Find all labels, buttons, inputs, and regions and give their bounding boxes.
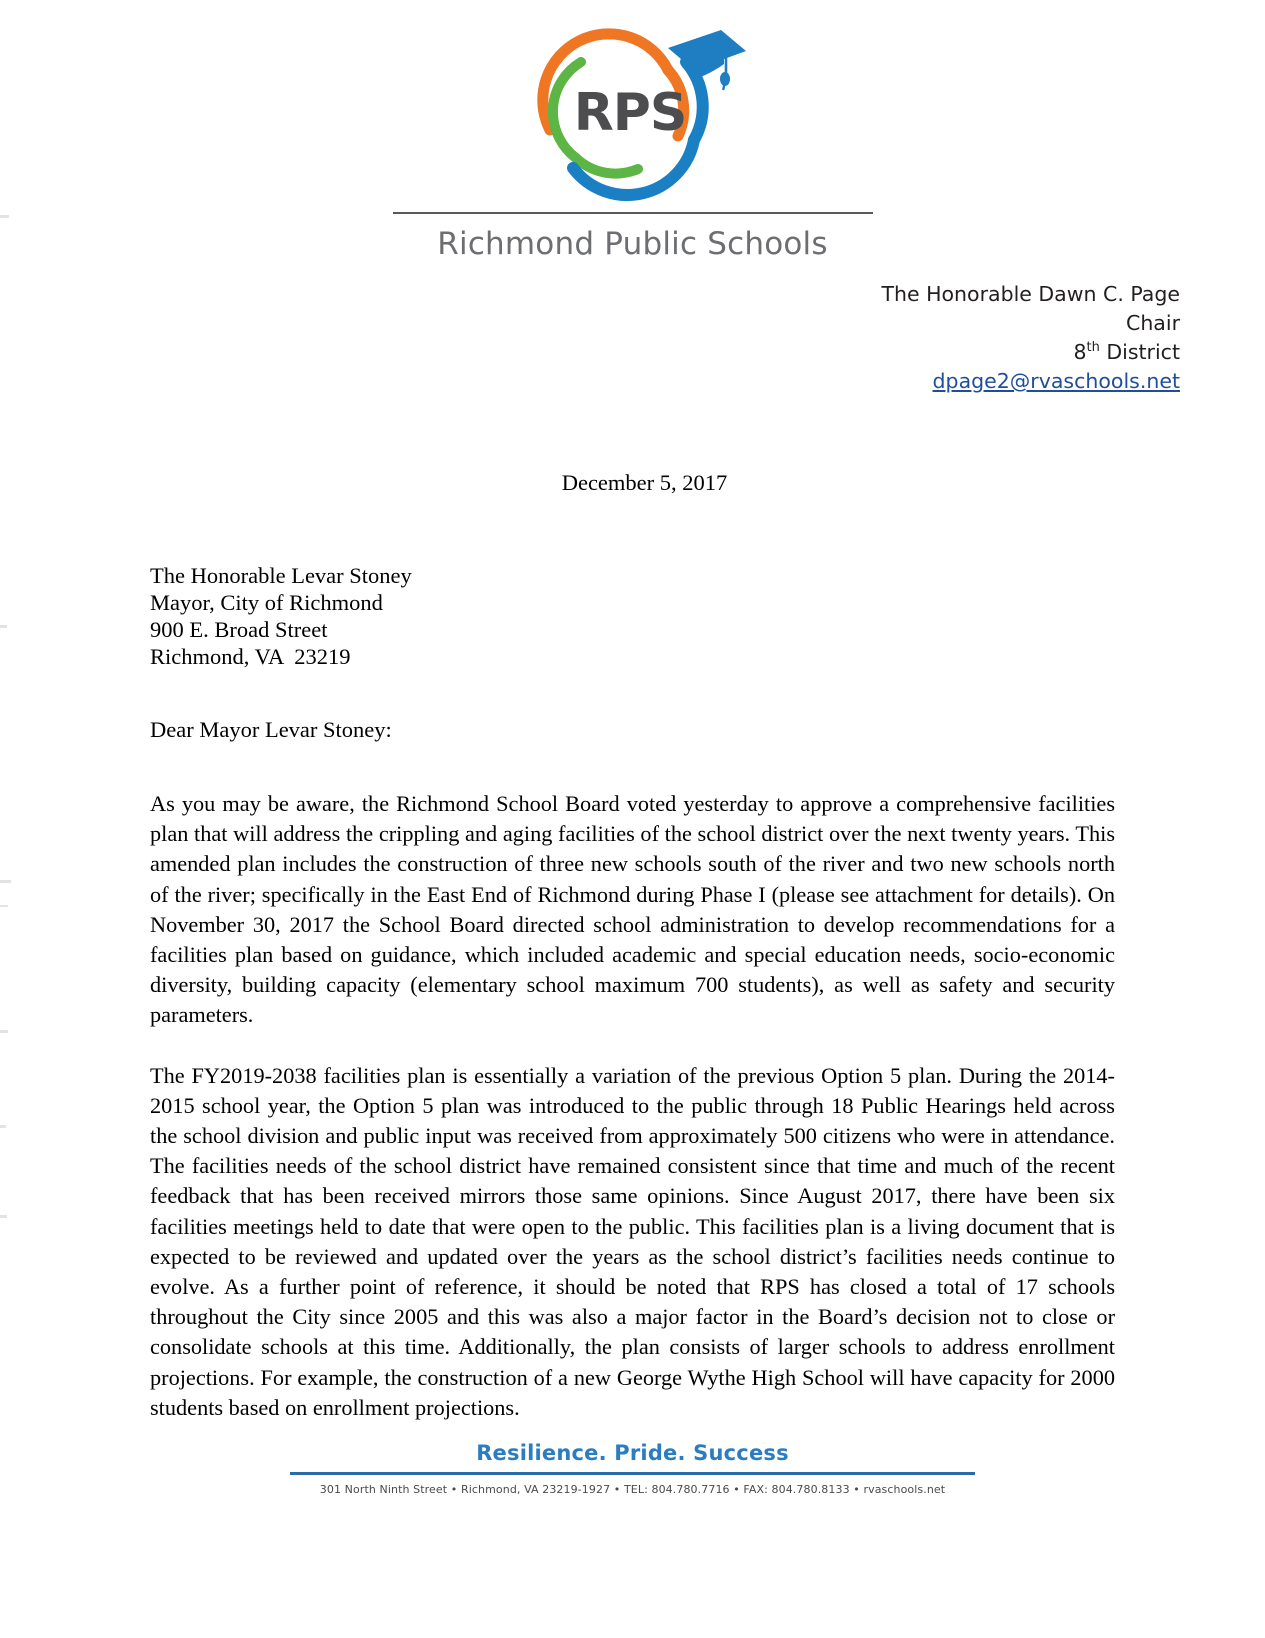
chair-email-link[interactable]: dpage2@rvaschools.net: [932, 369, 1180, 393]
recipient-line: Richmond, VA 23219: [150, 644, 351, 669]
recipient-line: The Honorable Levar Stoney: [150, 563, 412, 588]
footer-address-line: 301 North Ninth Street • Richmond, VA 23219-1927 • TEL: 804.780.7716 • FAX: 804.780.8133 • rvaschools.net: [319, 1483, 946, 1496]
chair-name: The Honorable Dawn C. Page: [881, 282, 1180, 306]
rps-logo: [518, 18, 748, 208]
footer-divider: [290, 1472, 975, 1475]
recipient-line: Mayor, City of Richmond: [150, 590, 383, 615]
chair-contact-block: [881, 280, 1180, 396]
salutation: Dear Mayor Levar Stoney:: [150, 717, 392, 742]
chair-title: Chair: [1126, 311, 1180, 335]
scan-artifact: [0, 625, 7, 628]
scan-artifact: [0, 1215, 7, 1218]
recipient-line: 900 E. Broad Street: [150, 617, 328, 642]
recipient-address-block: [150, 562, 1115, 670]
scan-artifact: [0, 905, 8, 907]
district-ordinal-suffix: th: [1086, 340, 1100, 356]
district-number: 8: [1073, 340, 1087, 364]
body-paragraph-1: As you may be aware, the Richmond School Board voted yesterday to approve a comprehensive facilities plan that will address the crippling and aging facilities of the school district over the next twenty years. This amended plan includes the construction of three new schools south of the river and two new schools north of the river; specifically in the East End of Richmond during Phase I (please see attachment for details). On November 30, 2017 the School Board directed school administration to develop recommendations for a facilities plan based on guidance, which included academic and special education needs, socio-economic diversity, building capacity (elementary school maximum 700 students), as well as safety and security parameters.: [150, 791, 1115, 1028]
footer-tagline: Resilience. Pride. Success: [476, 1441, 789, 1465]
school-name: Richmond Public Schools: [437, 226, 828, 262]
scan-artifact: [0, 1030, 8, 1033]
letter-body: [150, 470, 1115, 1423]
letterhead-divider: [393, 212, 873, 214]
chair-district: [881, 338, 1180, 367]
letter-date: December 5, 2017: [561, 470, 728, 495]
svg-text:RPS: RPS: [573, 83, 686, 143]
letterhead: [0, 18, 1265, 262]
district-word: District: [1099, 340, 1180, 364]
scan-artifact: [0, 1125, 6, 1128]
letterhead-footer: [0, 1441, 1265, 1496]
chair-email-line: [881, 367, 1180, 396]
body-paragraph-2: The FY2019-2038 facilities plan is essentially a variation of the previous Option 5 plan. During the 2014-2015 school year, the Option 5 plan was introduced to the public through 18 Public Hearings held across the school division and public input was received from approximately 500 citizens who were in attendance. The facilities needs of the school district have remained consistent since that time and much of the recent feedback that has been received mirrors those same opinions. Since August 2017, there have been six facilities meetings held to date that were open to the public. This facilities plan is a living document that is expected to be reviewed and updated over the years as the school district’s facilities needs continue to evolve. As a further point of reference, it should be noted that RPS has closed a total of 17 schools throughout the City since 2005 and this was also a major factor in the Board’s decision not to close or consolidate schools at this time. Additionally, the plan consists of larger schools to address enrollment projections. For example, the construction of a new George Wythe High School will have capacity for 2000 students based on enrollment projections.: [150, 1062, 1115, 1420]
scan-artifact: [0, 880, 11, 883]
